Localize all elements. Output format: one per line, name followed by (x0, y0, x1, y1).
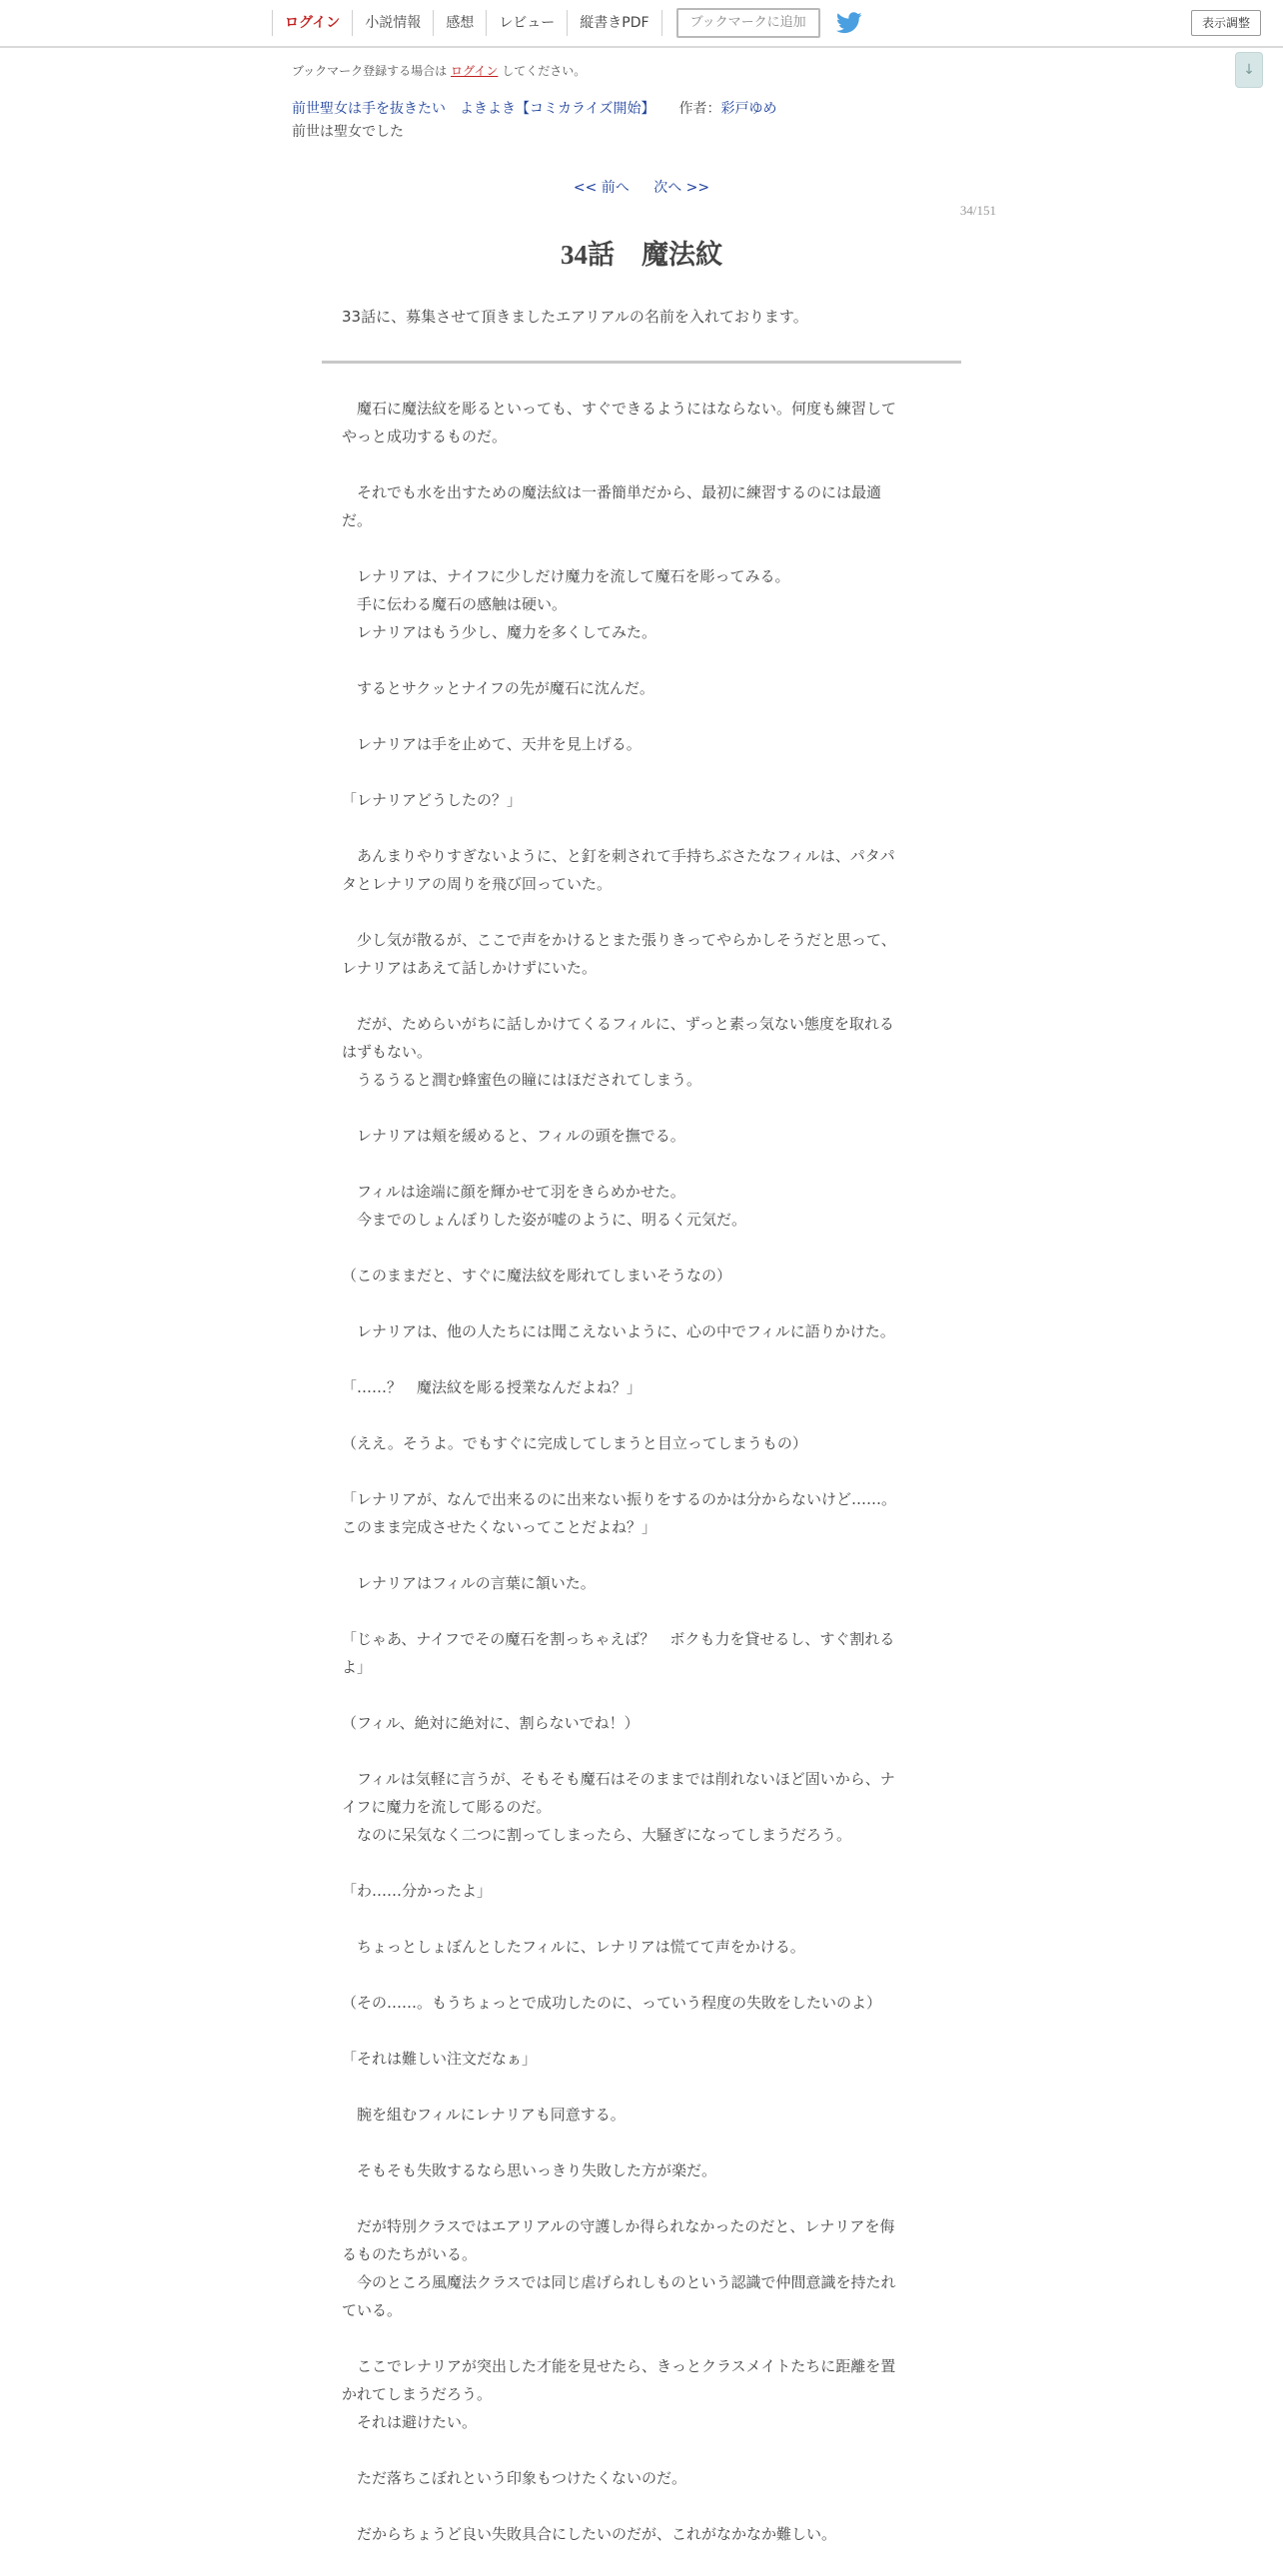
body-paragraph: 「……？ 魔法紋を彫る授業なんだよね？」 (342, 1378, 642, 1396)
top-navigation-bar (0, 0, 1283, 48)
main-nav (272, 0, 862, 46)
nav-login[interactable]: ログイン (272, 10, 352, 36)
body-paragraph: そもそも失敗するなら思いっきり失敗した方が楽だ。 (342, 2161, 717, 2179)
chapter-count: 34/151 (959, 203, 996, 218)
login-link[interactable]: ログイン (451, 64, 499, 78)
body-paragraph: だが特別クラスではエアリアルの守護しか得られなかったのだと、レナリアを侮 るものたちがいる。 今のところ風魔法クラスでは同じ虐げられしものという認識で仲間意識を持たれ ている。 (342, 2217, 896, 2319)
author-link[interactable]: 彩戸ゆめ (720, 101, 777, 117)
body-paragraph: 「それは難しい注文だなぁ」 (342, 2050, 538, 2068)
prev-chapter-link[interactable]: << 前へ (573, 180, 630, 196)
body-paragraph: （フィル、絶対に絶対に、割らないでね！） (342, 1714, 640, 1732)
body-paragraph: 「わ……分かったよ」 (342, 1882, 493, 1900)
body-paragraph: フィルは途端に顔を輝かせて羽をきらめかせた。 今までのしょんぼりした姿が嘘のように、明るく元気だ。 (357, 1183, 747, 1229)
body-paragraph: あんまりやりすぎないように、と釘を刺されて手持ちぶさたなフィルは、パタパ タとレナリアの周りを飛び回っていた。 (342, 847, 895, 893)
body-paragraph: 「レナリアどうしたの？」 (342, 791, 523, 809)
body-paragraph: 魔石に魔法紋を彫るといっても、すぐできるようにはならない。何度も練習して やっと成功するものだ。 (342, 400, 897, 445)
login-notice-suffix: してください。 (502, 64, 587, 78)
chapter-pager (0, 177, 1283, 197)
body-paragraph: 「レナリアが、なんで出来るのに出来ない振りをするのかは分からないけど……。 このまま完成させたくないってことだよね？」 (342, 1490, 897, 1536)
body-paragraph: （ええ。そうよ。でもすぐに完成してしまうと目立ってしまうもの） (342, 1434, 807, 1452)
nav-novel-info[interactable]: 小説情報 (352, 10, 433, 36)
nav-review[interactable]: レビュー (486, 10, 567, 36)
novel-title-link[interactable]: 前世聖女は手を抜きたい よきよき【コミカライズ開始】 (292, 101, 655, 117)
login-notice (292, 62, 586, 79)
body-paragraph: （その……。もうちょっとで成功したのに、っていう程度の失敗をしたいのよ） (342, 1994, 882, 2012)
chapter-title: 34話 魔法紋 (561, 240, 722, 270)
body-paragraph: ここでレナリアが突出した才能を見せたら、きっとクラスメイトたちに距離を置 かれてしまうだろう。 それは避けたい。 (342, 2357, 896, 2431)
body-paragraph: それでも水を出すための魔法紋は一番簡単だから、最初に練習するのには最適 だ。 (342, 483, 882, 529)
next-chapter-link[interactable]: 次へ >> (653, 180, 710, 196)
scroll-down-button[interactable]: ↓ (1235, 52, 1263, 88)
twitter-icon[interactable] (836, 12, 862, 34)
novel-header (292, 98, 776, 118)
author-label: 作者： (678, 101, 721, 117)
login-notice-prefix: ブックマーク登録する場合は (292, 64, 448, 78)
display-settings-button[interactable]: 表示調整 (1191, 10, 1261, 36)
body-paragraph: レナリアは頬を緩めると、フィルの頭を撫でる。 (342, 1127, 685, 1145)
body-paragraph: 少し気が散るが、ここで声をかけるとまた張りきってやらかしそうだと思って、 レナリアはあえて話しかけずにいた。 (342, 931, 896, 977)
bookmark-add-button[interactable]: ブックマークに追加 (676, 8, 820, 38)
body-paragraph: 「じゃあ、ナイフでその魔石を割っちゃえば？ ボクも力を貸せるし、すぐ割れる よ」 (342, 1630, 895, 1676)
body-paragraph: レナリアはフィルの言葉に頷いた。 (342, 1574, 596, 1592)
chapter-preface: 33話に、募集させて頂きましたエアリアルの名前を入れております。 (342, 308, 808, 326)
body-paragraph: だからちょうど良い失敗具合にしたいのだが、これがなかなか難しい。 (342, 2525, 837, 2543)
body-paragraph: ただ落ちこぼれという印象もつけたくないのだ。 (342, 2469, 687, 2487)
preface-divider (322, 361, 961, 364)
body-paragraph: だが、ためらいがちに話しかけてくるフィルに、ずっと素っ気ない態度を取れる はずもない。 うるうると潤む蜂蜜色の瞳にはほだされてしまう。 (342, 1015, 894, 1089)
chapter-group-title: 前世は聖女でした (292, 124, 404, 140)
body-paragraph: （このままだと、すぐに魔法紋を彫れてしまいそうなの） (342, 1267, 732, 1285)
body-paragraph: レナリアは、他の人たちには聞こえないように、心の中でフィルに語りかけた。 (342, 1322, 895, 1340)
body-paragraph: 腕を組むフィルにレナリアも同意する。 (342, 2106, 626, 2124)
body-paragraph: フィルは気軽に言うが、そもそも魔石はそのままでは削れないほど固いから、ナ イフに魔力を流して彫るのだ。 なのに呆気なく二つに割ってしまったら、大騒ぎになってしまうだろう。 (342, 1770, 895, 1844)
nav-impressions[interactable]: 感想 (433, 10, 486, 36)
nav-vertical-pdf[interactable]: 縦書きPDF (567, 10, 661, 36)
body-paragraph: するとサクッとナイフの先が魔石に沈んだ。 (342, 679, 654, 697)
body-paragraph: ちょっとしょぼんとしたフィルに、レナリアは慌てて声をかける。 (342, 1938, 805, 1956)
body-paragraph: レナリアは、ナイフに少しだけ魔力を流して魔石を彫ってみる。 手に伝わる魔石の感触は硬い。 レナリアはもう少し、魔力を多くしてみた。 (357, 567, 790, 641)
chapter-body (342, 395, 941, 2576)
body-paragraph: レナリアは手を止めて、天井を見上げる。 (342, 735, 642, 753)
